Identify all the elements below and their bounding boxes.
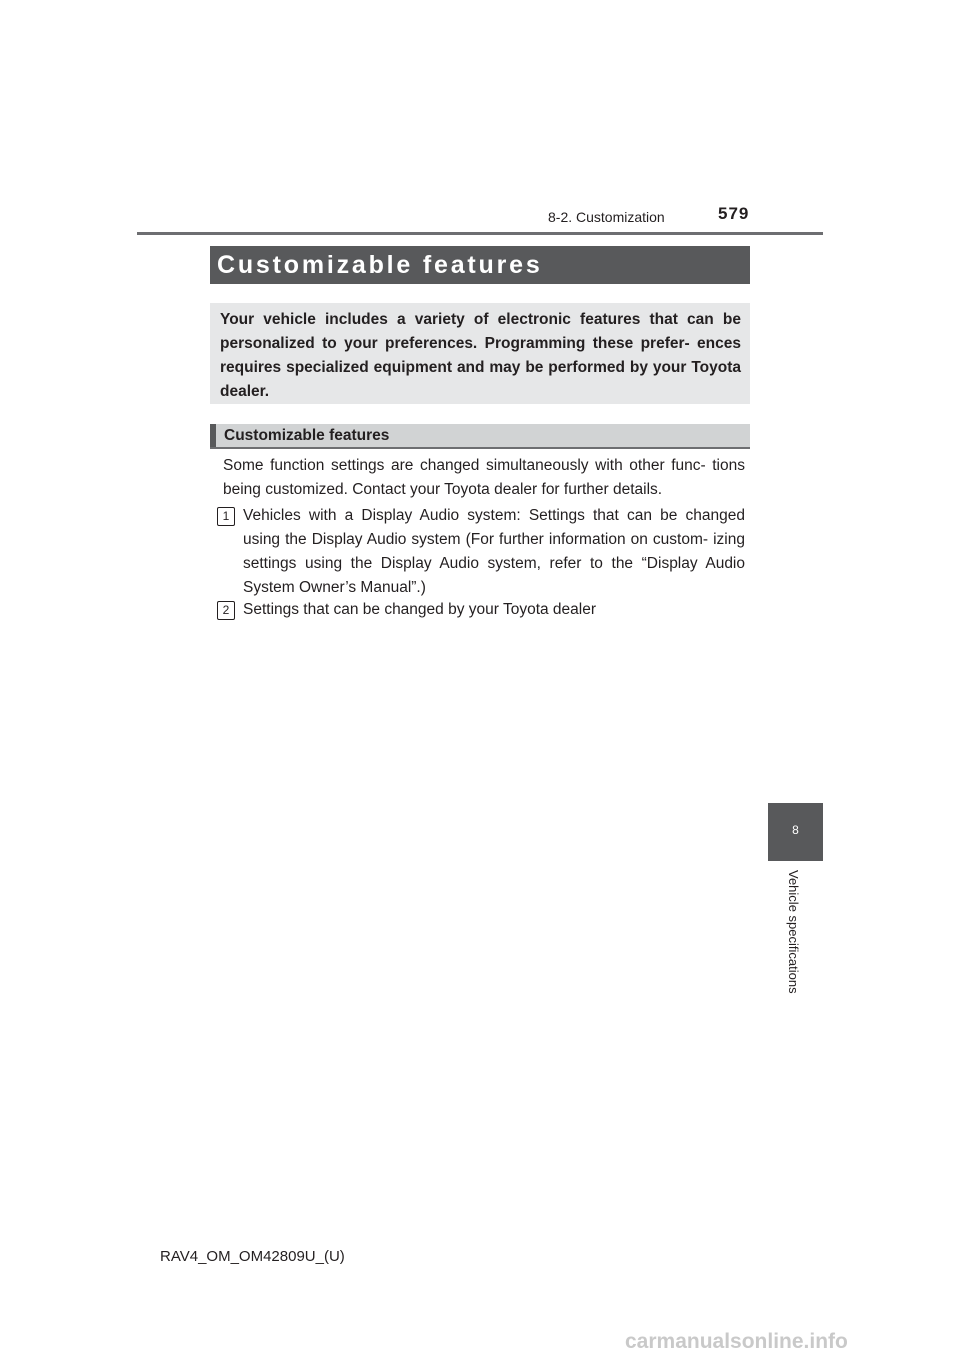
item-number-badge: 2 xyxy=(217,601,235,620)
page-number: 579 xyxy=(718,204,750,223)
subsection-body: Some function settings are changed simultaneously with other func- tions being customized. Contact your Toyota dealer for further details. xyxy=(223,457,745,498)
section-heading: 8-2. Customization xyxy=(548,209,665,225)
chapter-label-text: Vehicle specifications xyxy=(786,870,801,994)
item-text: Vehicles with a Display Audio system: Settings that can be changed using the Display Audio system (For further information on custom- izing settings using the Display Audio system, refer to the “Display Audio System Owner’s Manual”.) xyxy=(243,507,745,596)
header-rule xyxy=(137,232,823,235)
chapter-label xyxy=(786,870,806,1010)
subsection-title: Customizable features xyxy=(224,427,390,444)
chapter-tab xyxy=(768,803,823,861)
chapter-number: 8 xyxy=(792,823,799,837)
list-item xyxy=(217,598,745,622)
item-text: Settings that can be changed by your Toyota dealer xyxy=(243,601,597,618)
page-title-bar xyxy=(210,246,750,284)
subsection-header xyxy=(210,424,750,449)
watermark: carmanualsonline.info xyxy=(625,1330,848,1353)
document-code: RAV4_OM_OM42809U_(U) xyxy=(160,1248,345,1265)
intro-text: Your vehicle includes a variety of electronic features that can be personalized to your preferences. Programming these prefer- ences requires specialized equipment and may be performed by your Toyota dealer. xyxy=(220,311,741,400)
item-number-badge: 1 xyxy=(217,507,235,526)
page-title: Customizable features xyxy=(217,251,543,279)
subsection-marker xyxy=(210,424,216,447)
intro-box xyxy=(210,303,750,404)
list-item xyxy=(217,504,745,600)
